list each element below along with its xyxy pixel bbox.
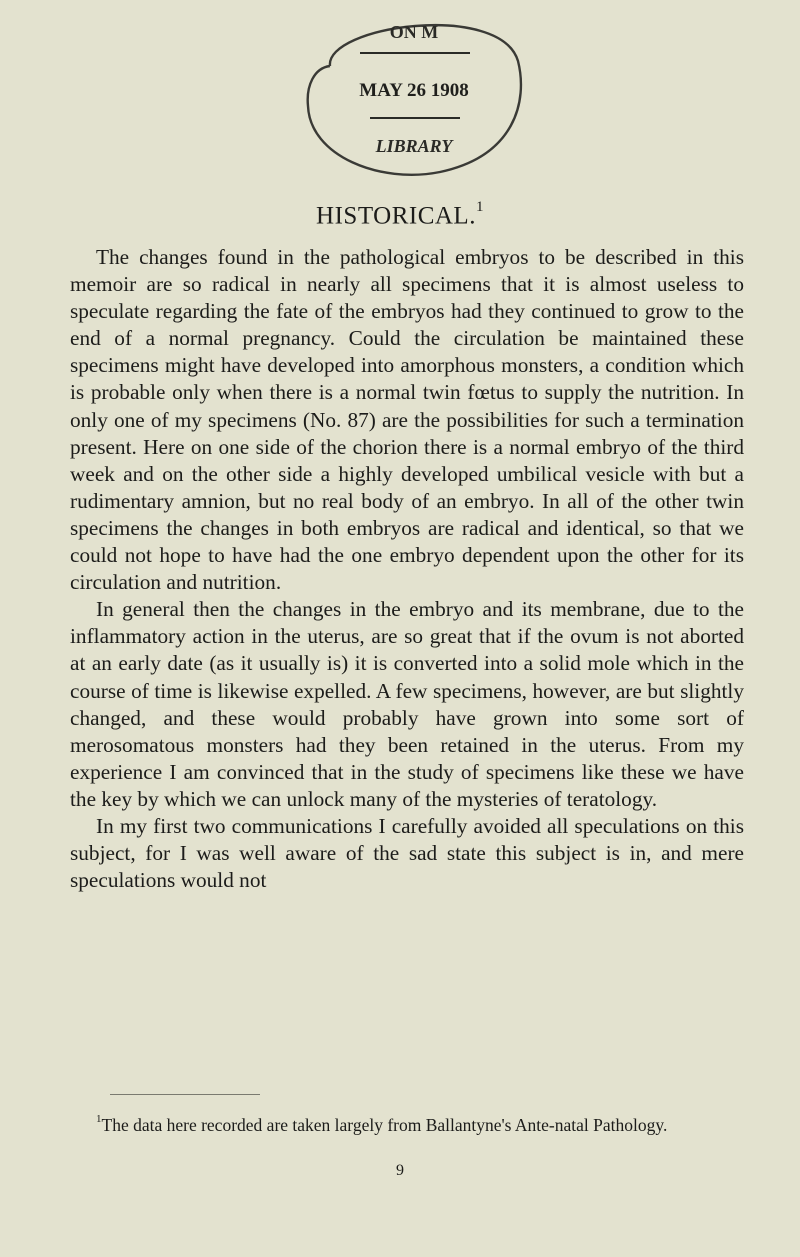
footnote	[70, 1110, 744, 1137]
heading-footnote-marker: 1	[475, 199, 484, 215]
paragraph: In my first two communications I carefully avoided all speculations on this subject, for I was well aware of the sad state this subject is in, and mere speculations would not	[70, 813, 744, 893]
footnote-text: The data here recorded are taken largely from Ballantyne's Ante-natal Pathology.	[101, 1114, 668, 1135]
page-number: 9	[396, 1162, 404, 1179]
heading-title: HISTORICAL.	[316, 202, 476, 230]
body-text	[70, 244, 744, 894]
paragraph: In general then the changes in the embryo and its membrane, due to the inflammatory action in the uterus, are so great that if the ovum is not aborted at an early date (as it usually is) it is converted into a solid mole which in the course of time is likewise expelled. A few specimens, however, are but slightly changed, and these would probably have grown into some sort of merosomatous monsters had they been retained in the uterus. From my experience I am convinced that in the study of specimens like these we have the key by which we can unlock many of the mysteries of teratology.	[70, 597, 744, 811]
paragraph: The changes found in the pathological embryos to be described in this memoir are so radical in nearly all specimens that it is almost useless to speculate regarding the fate of the embryos had they continued to grow to the end of a normal pregnancy. Could the circulation be maintained these specimens might have developed into amorphous monsters, a condition which is probable only when there is a normal twin fœtus to supply the nutrition. In only one of my specimens (No. 87) are the possibilities for such a termination present. Here on one side of the chorion there is a normal embryo of the third week and on the other side a highly developed umbilical vesicle with but a rudimentary amnion, but no real body of an embryo. In all of the other twin specimens the changes in both embryos are radical and identical, so that we could not hope to have had the one embryo dependent upon the other for its circulation and nutrition.	[70, 245, 744, 595]
stamp-top-text: ON M	[389, 22, 439, 42]
footnote-marker: 1	[96, 1113, 102, 1125]
stamp-bottom-text: LIBRARY	[375, 136, 453, 156]
stamp-date: MAY 26 1908	[359, 80, 469, 101]
footnote-divider	[110, 1094, 260, 1095]
section-heading	[0, 199, 800, 230]
library-stamp	[300, 6, 528, 182]
